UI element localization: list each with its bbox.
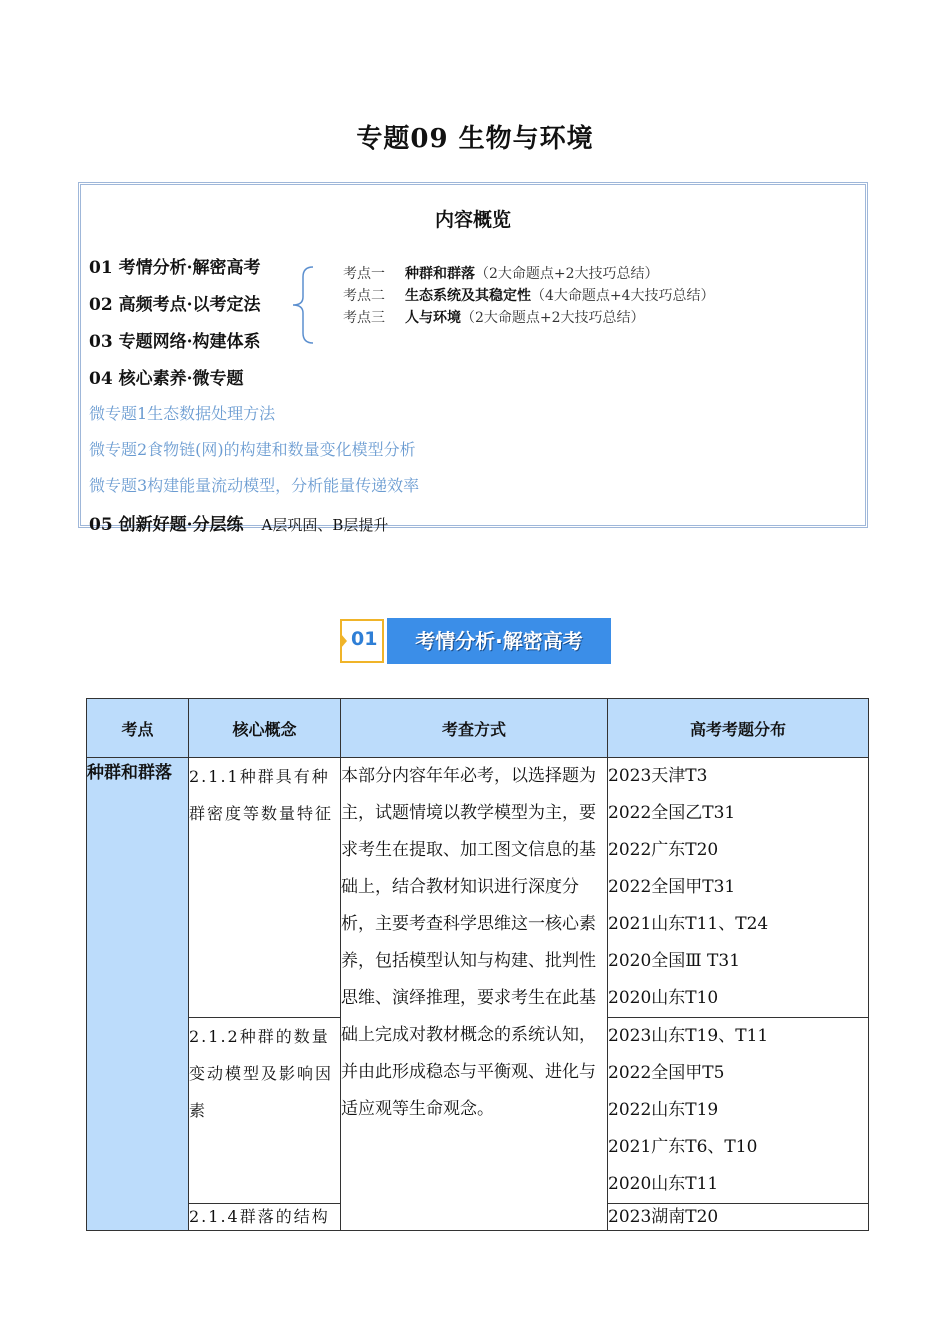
distribution-item: 2022山东T19 [608,1100,719,1120]
micro-topic-link-3[interactable]: 微专题3构建能量流动模型，分析能量传递效率 [89,476,420,495]
header-topic: 考点 [87,699,189,758]
topic-cell: 种群和群落 [87,758,189,1231]
micro-topic-link-2[interactable]: 微专题2食物链(网)的构建和数量变化模型分析 [89,440,416,459]
distribution-cell [608,1204,869,1231]
distribution-item: 2022广东T20 [608,840,719,860]
section-link-05[interactable] [89,510,388,535]
distribution-item: 2021山东T11、T24 [608,914,769,934]
distribution-item: 2022全国甲T5 [608,1063,725,1083]
micro-topic-link-1[interactable]: 微专题1生态数据处理方法 [89,404,276,423]
badge-label: 考情分析·解密高考 [387,618,611,664]
curly-brace-icon [289,265,319,345]
concept-cell: 2.1.1种群具有种群密度等数量特征 [189,758,341,1018]
key-points-list [343,263,715,329]
overview-heading: 内容概览 [434,209,511,231]
key-point-3[interactable]: 考点三 人与环境（2大命题点+2大技巧总结） [343,310,645,326]
table-header-row [87,699,869,758]
section-badge [339,618,611,664]
distribution-item: 2020山东T11 [608,1174,719,1194]
distribution-item: 2023湖南T20 [608,1207,719,1227]
section-link-04[interactable]: 04 核心素养·微专题 [89,369,244,389]
method-cell: 本部分内容年年必考，以选择题为主，试题情境以教学模型为主，要求考生在提取、加工图文信息的基础上，结合教材知识进行深度分析，主要考查科学思维这一核心素养，包括模型认知与构建、批判性思维、演绎推理，要求考生在此基础上完成对教材概念的系统认知，并由此形成稳态与平衡观、进化与适应观等生命观念。 [341,758,608,1231]
header-concept: 核心概念 [189,699,341,758]
key-point-1[interactable]: 考点一 种群和群落（2大命题点+2大技巧总结） [343,266,659,282]
distribution-item: 2022全国乙T31 [608,803,736,823]
badge-number: 01 [351,628,378,650]
section-link-03[interactable]: 03 专题网络·构建体系 [89,332,261,352]
section-05-sub: A层巩固、B层提升 [261,516,389,534]
distribution-cell [608,1018,869,1204]
distribution-item: 2023山东T19、T11 [608,1026,769,1046]
header-method: 考查方式 [341,699,608,758]
header-distribution: 高考考题分布 [608,699,869,758]
table-row [87,758,869,1018]
badge-number-box [339,618,385,664]
distribution-item: 2022全国甲T31 [608,877,736,897]
key-point-2[interactable]: 考点二 生态系统及其稳定性（4大命题点+4大技巧总结） [343,288,715,304]
section-05-label: 05 创新好题·分层练 [89,515,244,535]
section-link-02[interactable]: 02 高频考点·以考定法 [89,295,261,315]
distribution-cell [608,758,869,1018]
distribution-item: 2020山东T10 [608,988,719,1008]
concept-cell: 2.1.4群落的结构 [189,1204,341,1231]
concept-cell: 2.1.2种群的数量变动模型及影响因素 [189,1018,341,1204]
overview-box [78,182,868,535]
exam-analysis-table [86,698,869,1231]
distribution-item: 2023天津T3 [608,766,708,786]
page-title: 专题09 生物与环境 [356,124,594,154]
distribution-item: 2021广东T6、T10 [608,1137,758,1157]
section-link-01[interactable]: 01 考情分析·解密高考 [89,258,261,278]
distribution-item: 2020全国Ⅲ T31 [608,951,741,971]
